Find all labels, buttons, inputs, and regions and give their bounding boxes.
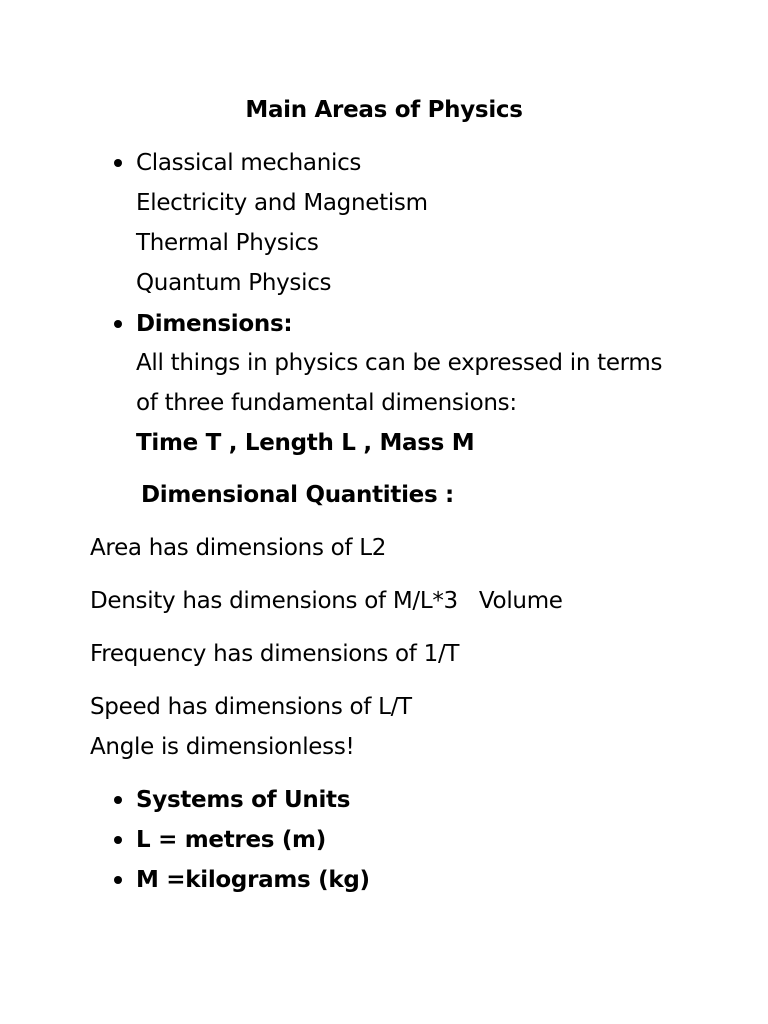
- quantities-heading: Dimensional Quantities :: [141, 482, 454, 508]
- quantity-frequency: Frequency has dimensions of 1/T: [90, 641, 460, 667]
- unit-length: L = metres (m): [136, 827, 326, 853]
- bullet-icon: [114, 320, 122, 328]
- quantity-density: Density has dimensions of M/L*3 Volume: [90, 588, 563, 614]
- dimensions-heading: Dimensions:: [136, 311, 293, 337]
- bullet-icon: [114, 796, 122, 804]
- bullet-icon: [114, 836, 122, 844]
- fundamental-dimensions: Time T , Length L , Mass M: [136, 430, 475, 456]
- area-item: Electricity and Magnetism: [136, 190, 428, 216]
- dimensions-text: All things in physics can be expressed in terms: [136, 350, 663, 376]
- bullet-icon: [114, 876, 122, 884]
- area-item: Thermal Physics: [136, 230, 319, 256]
- area-item: Quantum Physics: [136, 270, 332, 296]
- unit-mass: M =kilograms (kg): [136, 867, 370, 893]
- dimensions-text: of three fundamental dimensions:: [136, 390, 517, 416]
- area-item: Classical mechanics: [136, 150, 362, 176]
- units-heading: Systems of Units: [136, 787, 351, 813]
- quantity-angle: Angle is dimensionless!: [90, 734, 355, 760]
- bullet-icon: [114, 159, 122, 167]
- page-title: Main Areas of Physics: [245, 97, 523, 123]
- quantity-speed: Speed has dimensions of L/T: [90, 694, 412, 720]
- quantity-area: Area has dimensions of L2: [90, 535, 387, 561]
